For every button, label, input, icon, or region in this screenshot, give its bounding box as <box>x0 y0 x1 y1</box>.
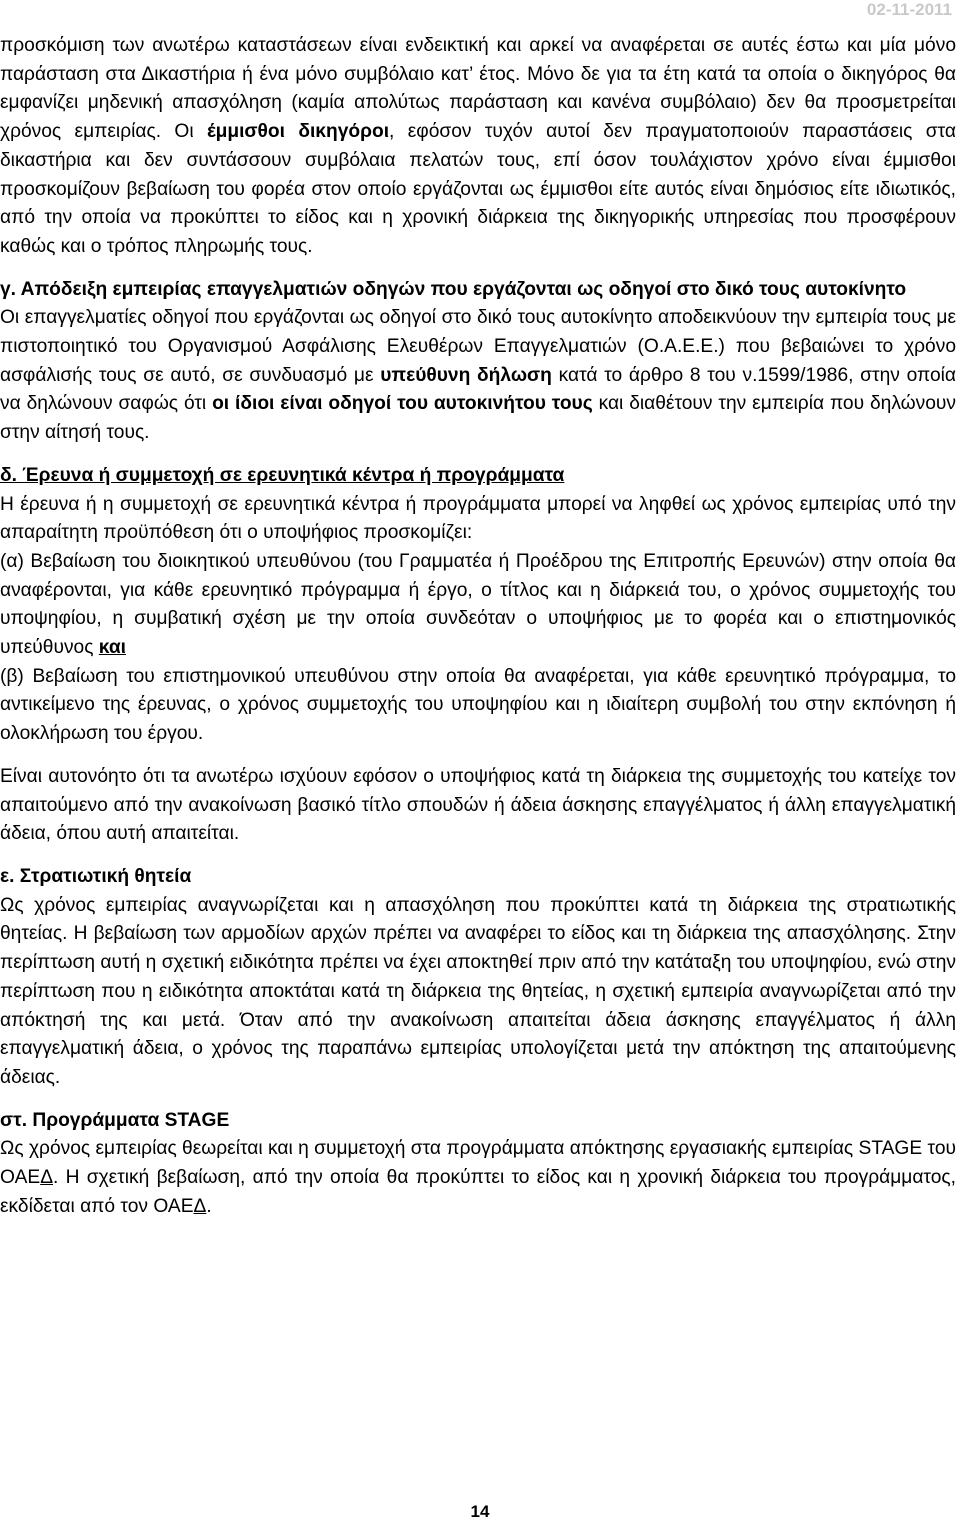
section-d-paragraph-1: Η έρευνα ή η συμμετοχή σε ερευνητικά κέντρα ή προγράμματα μπορεί να ληφθεί ως χρόνος εμπειρίας υπό την απαραίτητη προϋπόθεση ότι ο υποψήφιος προσκομίζει: <box>0 493 956 544</box>
section-st-text-3: . <box>206 1195 212 1217</box>
section-d-bold-and: και <box>98 637 126 659</box>
section-d-paragraph-2: Είναι αυτονόητο ότι τα ανωτέρω ισχύουν εφόσον ο υποψήφιος κατά τη διάρκεια της συμμετοχής του κατείχε τον απαιτούμενο από την ανακοίνωση βασικό τίτλο σπουδών ή άδεια άσκησης επαγγέλματος ή άλλη επαγγελματική άδεια, όπου αυτή απαιτείται. <box>0 765 956 845</box>
section-g-heading: γ. Απόδειξη εμπειρίας επαγγελματιών οδηγών που εργάζονται ως οδηγοί στο δικό τους αυτοκίνητο <box>0 278 907 300</box>
intro-text-1: προσκόμιση των ανωτέρω καταστάσεων είναι ενδεικτική και αρκεί να αναφέρεται σε αυτές έστω και μία μόνο παράσταση στα Δικαστήρια ή ένα μόνο συμβόλαιο κατ’ έτος. Μόνο δε για τα έτη κατά τα οποία ο δικηγόρος θα εμφανίζει μηδενική απασχόληση (καμία απολύτως παράσταση και κανένα συμβόλαιο) δεν θα προσμετρείται χρόνος εμπειρίας. Οι <box>0 35 956 143</box>
section-g-paragraph <box>0 304 956 448</box>
section-d-heading: δ. Έρευνα ή συμμετοχή σε ερευνητικά κέντρα ή προγράμματα <box>0 464 565 486</box>
section-d-paragraph-b: (β) Βεβαίωση του επιστημονικού υπευθύνου στην οποία θα αναφέρεται, για κάθε ερευνητικό πρόγραμμα, το αντικείμενο της έρευνας, ο χρόνος συμμετοχής του υποψηφίου και η ιδιαίτερη συμβολή του στην εκπόνηση ή ολοκλήρωση του έργου. <box>0 665 956 745</box>
header-date: 02-11-2011 <box>866 0 952 19</box>
section-st-paragraph <box>0 1135 956 1221</box>
page-number: 14 <box>470 1502 490 1521</box>
section-st-heading: στ. Προγράμματα STAGE <box>0 1109 230 1131</box>
document-body <box>0 32 956 1221</box>
section-st-underlined-d-1: Δ <box>40 1167 54 1189</box>
section-st-text-2: . Η σχετική βεβαίωση, από την οποία θα προκύπτει το είδος και η χρονική διάρκεια του προγράμματος, εκδίδεται από τον ΟΑΕ <box>0 1167 956 1217</box>
section-g-text-3: και διαθέτουν την εμπειρία που δηλώνουν στην αίτησή τους. <box>0 393 956 444</box>
section-g-bold-declaration: υπεύθυνη δήλωση <box>380 364 552 386</box>
intro-text-2: , εφόσον τυχόν αυτοί δεν πραγματοποιούν παραστάσεις στα δικαστήρια και δεν συντάσσουν συμβόλαια πελατών τους, επί όσον τουλάχιστον χρόνο είναι έμμισθοι προσκομίζουν βεβαίωση του φορέα στον οποίο εργάζονται ως έμμισθοι είτε αυτός είναι δημόσιος είτε ιδιωτικός, από την οποία να προκύπτει το είδος και η χρονική διάρκεια της δικηγορικής υπηρεσίας που προσφέρουν καθώς και ο τρόπος πληρωμής τους. <box>0 121 957 257</box>
section-st-text-1: Ως χρόνος εμπειρίας θεωρείται και η συμμετοχή στα προγράμματα απόκτησης εργασιακής εμπειρίας STAGE του ΟΑΕ <box>0 1138 956 1189</box>
section-e-heading: ε. Στρατιωτική θητεία <box>0 865 192 887</box>
section-d-paragraph-a <box>0 548 956 663</box>
section-e-paragraph: Ως χρόνος εμπειρίας αναγνωρίζεται και η απασχόληση που προκύπτει κατά τη διάρκεια της στρατιωτικής θητείας. Η βεβαίωση των αρμοδίων αρχών πρέπει να αναφέρει το είδος και τη διάρκεια της απασχόλησης. Στην περίπτωση αυτή η σχετική ειδικότητα πρέπει να έχει αποκτηθεί πριν από την κατάταξη του υποψηφίου, ενώ στην περίπτωση που η ειδικότητα αποκτάται κατά τη διάρκεια της θητείας, η σχετική εμπειρία αναγνωρίζεται από την απόκτησή της και μετά. Όταν από την ανακοίνωση απαιτείται άδεια άσκησης επαγγέλματος ή άλλη επαγγελματική άδεια, ο χρόνος της παραπάνω εμπειρίας υπολογίζεται μετά την απόκτηση της απαιτούμενης άδειας. <box>0 894 956 1088</box>
section-d-text-a: (α) Βεβαίωση του διοικητικού υπευθύνου (του Γραμματέα ή Προέδρου της Επιτροπής Ερευνών) στην οποία θα αναφέρονται, για κάθε ερευνητικό πρόγραμμα ή έργο, ο τίτλος και η διάρκειά του, ο χρόνος συμμετοχής του υποψηφίου, η συμβατική σχέση με την οποία συνδεόταν ο υποψήφιος με το φορέα και ο επιστημονικός υπεύθυνος <box>0 550 956 659</box>
section-st-underlined-d-2: Δ <box>193 1195 207 1217</box>
section-g-text-1: Οι επαγγελματίες οδηγοί που εργάζονται ως οδηγοί στο δικό τους αυτοκίνητο αποδεικνύουν την εμπειρία τους με πιστοποιητικό του Οργανισμού Ασφάλισης Ελευθέρων Επαγγελματιών (Ο.Α.Ε.Ε.) που βεβαιώνει το χρόνο ασφάλισής τους σε αυτό, σε συνδυασμό με <box>0 307 956 386</box>
intro-paragraph <box>0 32 956 262</box>
intro-bold-salaried-lawyers: έμμισθοι δικηγόροι <box>206 121 390 143</box>
section-g-text-2: κατά το άρθρο 8 του ν.1599/1986, στην οποία να δηλώνουν σαφώς ότι <box>0 364 956 415</box>
section-g-bold-drivers: οι ίδιοι είναι οδηγοί του αυτοκινήτου τους <box>212 393 593 415</box>
